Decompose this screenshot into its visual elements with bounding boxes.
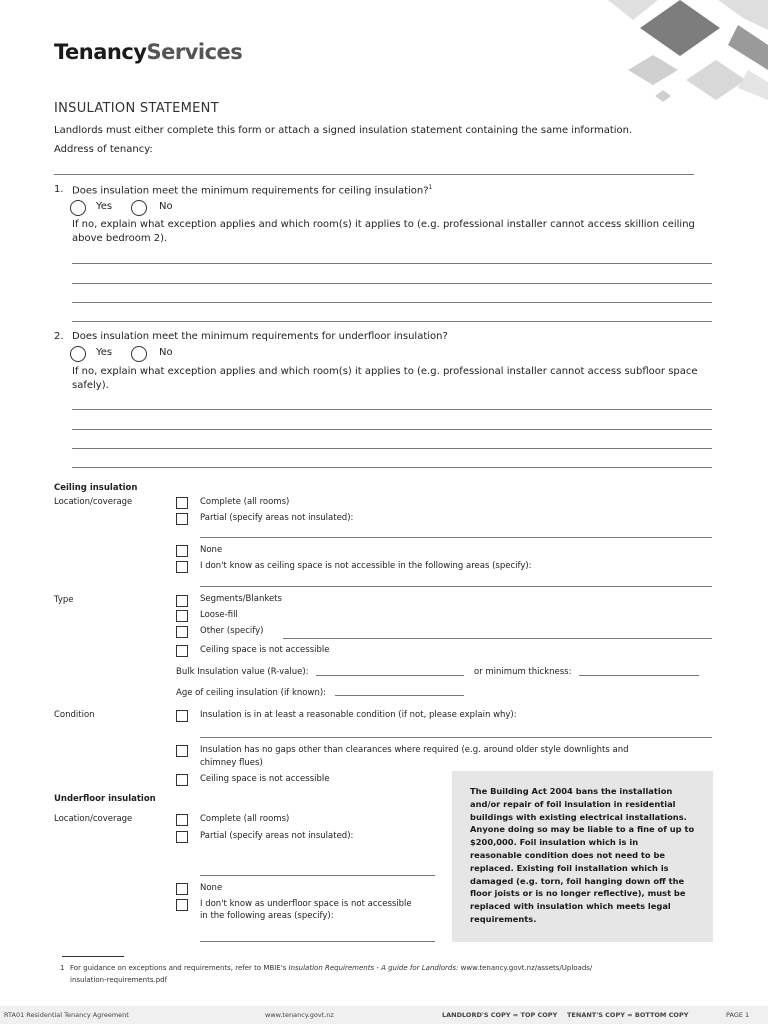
intro-text: Landlords must either complete this form or attach a signed insulation statement containing the same information. [54,125,633,136]
underfloor-location-label: Location/coverage [54,814,133,824]
address-label: Address of tenancy: [54,144,153,155]
ceiling-heading: Ceiling insulation [54,483,138,493]
footnote-link-line2[interactable]: insulation-requirements.pdf [70,976,168,984]
r-value-label: Bulk Insulation value (R-value): [176,667,309,677]
brand-logo [54,40,242,64]
notice-line: reasonable condition does not need to be [470,849,666,860]
underfloor-heading: Underfloor insulation [54,794,156,804]
q1-answer-line-4[interactable] [72,321,712,322]
q2-answer-line-1[interactable] [72,409,712,410]
ceiling-partial-line[interactable] [200,537,712,538]
underfloor-complete-checkbox[interactable] [176,814,188,826]
q2-yes-radio[interactable] [70,346,86,362]
q1-no-label: No [159,201,173,212]
underfloor-none-label: None [200,883,223,893]
other-type-checkbox[interactable] [176,626,188,638]
q1-answer-line-1[interactable] [72,263,712,264]
underfloor-none-checkbox[interactable] [176,883,188,895]
footer-page-number: PAGE 1 [726,1011,750,1019]
ceiling-partial-label: Partial (specify areas not insulated): [200,513,354,523]
notice-line: replaced. Existing foil installation which is [470,862,669,873]
ceiling-type-label: Type [54,595,74,605]
q1-no-radio[interactable] [131,200,147,216]
space-not-accessible-label: Ceiling space is not accessible [200,774,330,784]
reasonable-condition-line[interactable] [200,737,712,738]
notice-line: requirements. [470,913,537,924]
underfloor-complete-label: Complete (all rooms) [200,814,290,824]
notice-line: The Building Act 2004 bans the installation [470,786,673,796]
page-title: INSULATION STATEMENT [54,101,219,116]
brand-tenancy: Tenancy [54,40,147,64]
min-thickness-line[interactable] [579,675,699,676]
ceiling-age-line[interactable] [335,695,464,696]
no-gaps-label-line2: chimney flues) [200,758,263,768]
q2-answer-line-3[interactable] [72,448,712,449]
question-1-text: Does insulation meet the minimum requirements for ceiling insulation?$^1$ [72,184,433,197]
ceiling-not-accessible-label: Ceiling space is not accessible [200,645,330,655]
underfloor-dont-know-line1: I don't know as underfloor space is not accessible [200,899,412,909]
footnote-mark: 1 [60,964,65,972]
ceiling-partial-checkbox[interactable] [176,513,188,525]
ceiling-dont-know-checkbox[interactable] [176,561,188,573]
footnote-text: For guidance on exceptions and requirements, refer to MBIE's Insulation Requirements - A guide for Landlords: www.tenancy.govt.nz/assets/Uploads/ [70,964,593,972]
notice-line: buildings with existing electrical installations. [470,811,687,822]
underfloor-partial-label: Partial (specify areas not insulated): [200,831,354,841]
notice-line: floor joists or is no longer reflective), must be [470,888,686,899]
footer-landlord-copy: LANDLORD'S COPY = TOP COPY [442,1011,558,1019]
q2-explain-line1: If no, explain what exception applies and which room(s) it applies to (e.g. professional installer cannot access subfloor space [72,366,698,377]
question-1-number: 1. [54,184,64,195]
ceiling-none-checkbox[interactable] [176,545,188,557]
q2-no-label: No [159,347,173,358]
question-2-number: 2. [54,331,64,342]
ceiling-location-label: Location/coverage [54,497,133,507]
space-not-accessible-checkbox[interactable] [176,774,188,786]
r-value-line[interactable] [316,675,464,676]
q1-explain-line1: If no, explain what exception applies and which room(s) it applies to (e.g. professional installer cannot access skillion ceiling [72,219,695,230]
notice-line: Anyone doing so may be liable to a fine of up to [470,824,695,835]
q1-answer-line-3[interactable] [72,302,712,303]
notice-line: $200,000. Foil insulation which is in [470,837,639,848]
other-type-label: Other (specify) [200,626,264,636]
notice-line: and/or repair of foil insulation in residential [470,798,676,809]
footnote-divider [62,956,124,957]
reasonable-condition-label: Insulation is in at least a reasonable condition (if not, please explain why): [200,710,517,720]
ceiling-age-label: Age of ceiling insulation (if known): [176,688,327,698]
loose-fill-checkbox[interactable] [176,610,188,622]
q2-answer-line-2[interactable] [72,429,712,430]
segments-label: Segments/Blankets [200,594,282,604]
q2-explain-line2: safely). [72,380,109,391]
footer-url[interactable]: www.tenancy.govt.nz [265,1011,334,1019]
page-footer [0,1006,768,1024]
question-2-text: Does insulation meet the minimum requirements for underfloor insulation? [72,331,448,342]
ceiling-none-label: None [200,545,223,555]
ceiling-complete-checkbox[interactable] [176,497,188,509]
loose-fill-label: Loose-fill [200,610,238,620]
no-gaps-checkbox[interactable] [176,745,188,757]
underfloor-dont-know-line2: in the following areas (specify): [200,911,334,921]
underfloor-dont-know-line[interactable] [200,941,435,942]
foil-insulation-notice [452,771,713,942]
footer-tenant-copy: TENANT'S COPY = BOTTOM COPY [567,1011,689,1019]
brand-services: Services [146,40,243,64]
no-gaps-label-line1: Insulation has no gaps other than clearances where required (e.g. around older style downlights and [200,745,629,755]
notice-line: damaged (e.g. torn, foil hanging down off the [470,875,685,886]
ceiling-complete-label: Complete (all rooms) [200,497,290,507]
other-type-line[interactable] [283,638,712,639]
segments-checkbox[interactable] [176,595,188,607]
min-thickness-label: or minimum thickness: [474,667,572,677]
decorative-diamonds [568,0,768,110]
underfloor-partial-checkbox[interactable] [176,831,188,843]
q1-yes-label: Yes [96,201,113,212]
ceiling-dont-know-label: I don't know as ceiling space is not accessible in the following areas (specify): [200,561,532,571]
footer-form-name: RTA01 Residential Tenancy Agreement [4,1011,129,1019]
ceiling-dont-know-line[interactable] [200,586,712,587]
condition-label: Condition [54,710,95,720]
q2-answer-line-4[interactable] [72,467,712,468]
q2-yes-label: Yes [96,347,113,358]
underfloor-dont-know-checkbox[interactable] [176,899,188,911]
q1-explain-line2: above bedroom 2). [72,233,168,244]
reasonable-condition-checkbox[interactable] [176,710,188,722]
underfloor-partial-line[interactable] [200,875,435,876]
q1-answer-line-2[interactable] [72,283,712,284]
ceiling-not-accessible-checkbox[interactable] [176,645,188,657]
notice-line: replaced with insulation which meets legal [470,901,671,912]
address-field-line[interactable] [54,174,694,175]
q1-yes-radio[interactable] [70,200,86,216]
q2-no-radio[interactable] [131,346,147,362]
